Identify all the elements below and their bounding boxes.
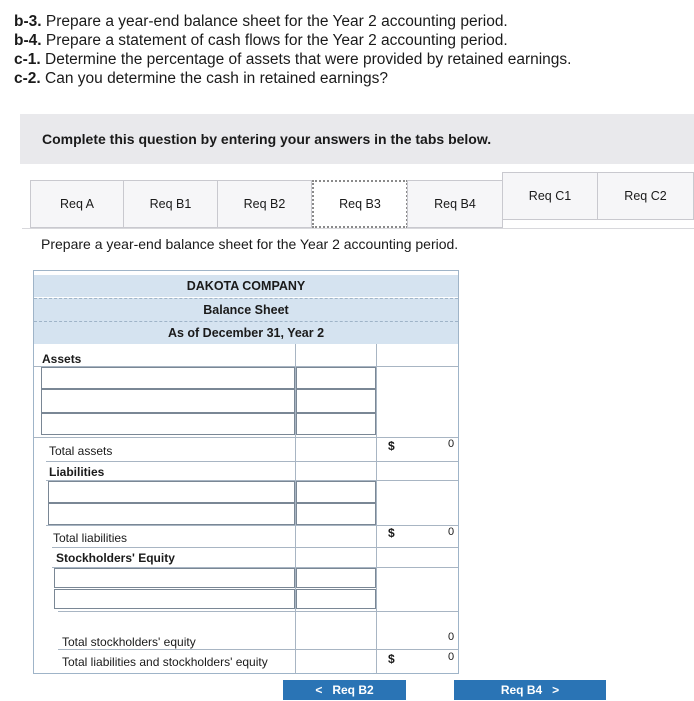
- column-divider: [376, 344, 377, 674]
- asset-amount-input[interactable]: [296, 367, 376, 389]
- instruction-b4: b-4. Prepare a statement of cash flows for the Year 2 accounting period.: [14, 32, 508, 49]
- tab-req-b4[interactable]: Req B4: [407, 180, 503, 228]
- total-liabilities-label: Total liabilities: [53, 531, 128, 545]
- instructions: [14, 12, 571, 88]
- total-liabilities-value: 0: [448, 526, 455, 538]
- asset-amount-input[interactable]: [296, 413, 376, 435]
- company-name: DAKOTA COMPANY: [34, 275, 458, 297]
- statement-date: As of December 31, Year 2: [34, 321, 458, 344]
- instruction-b3: b-3. Prepare a year-end balance sheet for the Year 2 accounting period.: [14, 13, 508, 30]
- asset-name-input[interactable]: [41, 367, 295, 389]
- total-equity-label: Total stockholders' equity: [62, 635, 196, 649]
- assets-heading: Assets: [42, 352, 82, 366]
- tab-req-b2[interactable]: Req B2: [217, 180, 312, 228]
- row-divider: [58, 649, 458, 650]
- row-divider: [52, 547, 458, 548]
- equity-name-input[interactable]: [54, 568, 295, 588]
- instruction-c1: c-1. Determine the percentage of assets that were provided by retained earnings.: [14, 51, 572, 68]
- asset-name-input[interactable]: [41, 389, 295, 413]
- chevron-right-icon: >: [552, 683, 560, 697]
- next-req-b4-button[interactable]: [454, 680, 606, 700]
- row-divider: [46, 461, 458, 462]
- equity-amount-input[interactable]: [296, 589, 376, 609]
- tab-req-c2[interactable]: Req C2: [597, 172, 694, 220]
- prev-button-label: Req B2: [332, 683, 374, 697]
- statement-title: Balance Sheet: [34, 298, 458, 321]
- balance-sheet-form: [33, 270, 459, 674]
- row-divider: [34, 437, 458, 438]
- banner-text: Complete this question by entering your answers in the tabs below.: [42, 131, 492, 147]
- asset-amount-input[interactable]: [296, 389, 376, 413]
- total-liabilities-equity-label: Total liabilities and stockholders' equity: [62, 655, 268, 669]
- question-prompt: Prepare a year-end balance sheet for the Year 2 accounting period.: [41, 236, 459, 252]
- total-assets-value: 0: [448, 438, 455, 450]
- prev-req-b2-button[interactable]: [283, 680, 406, 700]
- total-equity-value: 0: [448, 631, 455, 643]
- liability-name-input[interactable]: [48, 503, 295, 525]
- tab-req-c1[interactable]: Req C1: [502, 172, 598, 220]
- liability-amount-input[interactable]: [296, 503, 376, 525]
- liabilities-heading: Liabilities: [49, 465, 105, 479]
- tab-req-a[interactable]: Req A: [30, 180, 124, 228]
- instruction-banner: [20, 114, 694, 164]
- equity-name-input[interactable]: [54, 589, 295, 609]
- total-liabilities-currency: $: [388, 526, 395, 540]
- tab-req-b1[interactable]: Req B1: [123, 180, 218, 228]
- total-liabilities-equity-currency: $: [388, 652, 395, 666]
- instruction-c2: c-2. Can you determine the cash in retained earnings?: [14, 70, 388, 87]
- liability-amount-input[interactable]: [296, 481, 376, 503]
- chevron-left-icon: <: [315, 683, 323, 697]
- row-divider: [46, 525, 458, 526]
- total-assets-label: Total assets: [49, 444, 113, 458]
- row-divider: [58, 611, 458, 612]
- equity-amount-input[interactable]: [296, 568, 376, 588]
- equity-heading: Stockholders' Equity: [56, 551, 175, 565]
- next-button-label: Req B4: [500, 683, 543, 697]
- asset-name-input[interactable]: [41, 413, 295, 435]
- tab-bar: [30, 180, 694, 230]
- tab-req-b3[interactable]: Req B3: [312, 180, 408, 228]
- total-assets-currency: $: [388, 439, 395, 453]
- total-liabilities-equity-value: 0: [448, 651, 455, 663]
- liability-name-input[interactable]: [48, 481, 295, 503]
